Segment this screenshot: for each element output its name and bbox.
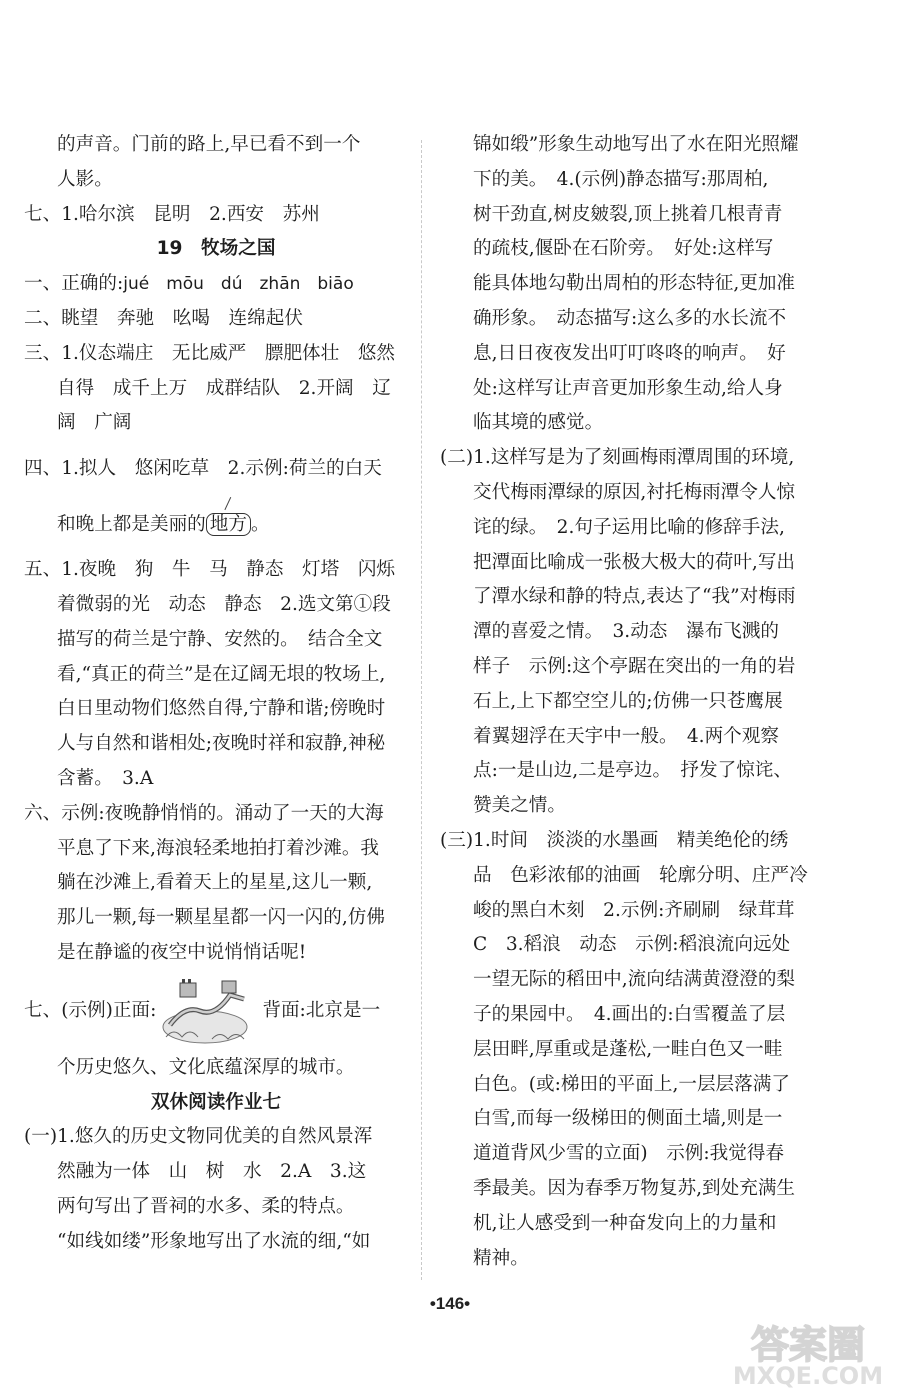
answer-line: 赞美之情。 [473,795,566,817]
column-divider [421,140,422,1280]
answer-line: 的疏枝,偃卧在石阶旁。 好处:这样写 [473,238,774,260]
pen-mark-icon [224,497,237,513]
answer-line: 样子 示例:这个亭踞在突出的一角的岩 [473,655,796,677]
circled-word-text: 地方 [209,514,247,536]
answer-line: C 3.稻浪 动态 示例:稻浪流向远处 [473,934,791,956]
answer-text: 和晚上都是美丽的 [57,514,206,536]
left-column [24,128,408,1260]
answer-line: 峻的黑白木刻 2.示例:齐刷刷 绿茸茸 [473,899,795,921]
answer-line: 锦如缎”形象生动地写出了水在阳光照耀 [473,134,799,155]
answer-line: 那儿一颗,每一颗星星都一闪一闪的,仿佛 [57,907,385,929]
answer-text: 背面:北京是一 [262,999,381,1021]
answer-line: 人与自然和谐相处;夜晚时祥和寂静,神秘 [57,733,386,755]
answer-text: 七、(示例)正面: [24,999,157,1021]
answer-line: 然融为一体 山 树 水 2.A 3.这 [57,1161,367,1183]
answer-line: 两句写出了晋祠的水多、柔的特点。 [57,1195,355,1217]
answer-line: 处:这样写让声音更加形象生动,给人身 [473,377,783,399]
site-watermark-logo [716,1318,898,1388]
answer-line: 道道背风少雪的立面) 示例:我觉得春 [473,1143,785,1165]
answer-line: 个历史悠久、文化底蕴深厚的城市。 [57,1056,355,1078]
answer-line: 把潭面比喻成一张极大极大的荷叶,写出 [473,551,796,573]
answer-line: 躺在沙滩上,看着天上的星星,这儿一颗, [57,872,373,894]
answer-line: 树干劲直,树皮皴裂,顶上挑着几根青青 [473,203,783,225]
answer-line: 能具体地勾勒出周柏的形态特征,更加准 [473,273,796,295]
answer-line [24,497,408,553]
answer-line: 层田畔,厚重或是蓬松,一畦白色又一畦 [473,1038,783,1060]
answer-line: 是在静谧的夜空中说悄悄话呢! [57,941,307,963]
answer-line [24,971,408,1051]
answer-line: 平息了下来,海浪轻柔地拍打着沙滩。我 [57,837,380,859]
answer-line: 品 色彩浓郁的油画 轮廓分明、庄严冷 [473,864,808,886]
answer-line: 四、1.拟人 悠闲吃草 2.示例:荷兰的白天 [24,458,382,480]
answer-line: 阔 广阔 [57,412,132,434]
answer-line: 了潭水绿和静的特点,表达了“我”对梅雨 [473,586,796,608]
watermark-top-text: 答案圈 [750,1323,866,1367]
watermark-bottom-text: MXQE.COM [732,1362,884,1388]
answer-line: 交代梅雨潭绿的原因,衬托梅雨潭令人惊 [473,481,796,503]
answer-line: 点:一是山边,二是亭边。 抒发了惊诧、 [473,760,792,782]
answer-line: 季最美。因为春季万物复苏,到处充满生 [473,1177,796,1199]
circled-word [206,513,251,536]
answer-line: 三、1.仪态端庄 无比威严 膘肥体壮 悠然 [24,342,396,364]
answer-text: 。 [250,514,270,536]
pinyin-answers: jué mōu dú zhān biāo [123,274,354,295]
answer-line [24,267,408,302]
answer-line: 临其境的感觉。 [473,412,604,434]
answer-line: 着翼翅浮在天宇中一般。 4.两个观察 [473,725,779,747]
answer-line: 看,“真正的荷兰”是在辽阔无垠的牧场上, [57,663,386,685]
answer-line: 的声音。门前的路上,早已看不到一个 [57,134,361,155]
answer-line: 二、眺望 奔驰 吆喝 连绵起伏 [24,307,303,329]
answer-label: 一、正确的: [24,273,124,295]
answer-line: 诧的绿。 2.句子运用比喻的修辞手法, [473,516,785,538]
answer-line: 机,让人感受到一种奋发向上的力量和 [473,1212,777,1234]
answer-line: 六、示例:夜晚静悄悄的。涌动了一天的大海 [24,802,384,824]
section-title-lesson-19: 19 牧场之国 [156,238,276,260]
answer-line: 白雪,而每一级梯田的侧面土墙,则是一 [473,1108,783,1130]
answer-line: 七、1.哈尔滨 昆明 2.西安 苏州 [24,203,320,225]
answer-line: 白色。(或:梯田的平面上,一层层落满了 [473,1073,790,1095]
answer-line: 白日里动物们悠然自得,宁静和谐;傍晚时 [57,698,386,720]
answer-line: 一望无际的稻田中,流向结满黄澄澄的梨 [473,969,796,991]
answer-line: 描写的荷兰是宁静、安然的。 结合全文 [57,628,383,650]
section-title-weekend-reading: 双休阅读作业七 [150,1091,282,1113]
great-wall-illustration [160,975,250,1047]
page-number: •146• [429,1294,471,1313]
answer-line: (一)1.悠久的历史文物同优美的自然风景浑 [24,1126,373,1148]
answer-line: (二)1.这样写是为了刻画梅雨潭周围的环境, [440,447,795,469]
answer-line: 息,日日夜夜发出叮叮咚咚的响声。 好 [473,342,786,364]
answer-line: 确形象。 动态描写:这么多的水长流不 [473,307,787,329]
answer-line: 含蓄。 3.A [57,767,154,789]
answer-line: 下的美。 4.(示例)静态描写:那周柏, [473,168,769,190]
right-column [440,128,832,1276]
answer-line: 五、1.夜晚 狗 牛 马 静态 灯塔 闪烁 [24,559,396,581]
answer-line: “如线如缕”形象地写出了水流的细,“如 [57,1230,371,1252]
answer-line: 石上,上下都空空儿的;仿佛一只苍鹰展 [473,690,783,712]
answer-line: 人影。 [57,168,113,190]
answer-line: 子的果园中。 4.画出的:白雪覆盖了层 [473,1003,786,1025]
answer-line: 精神。 [473,1247,529,1269]
answer-line: (三)1.时间 淡淡的水墨画 精美绝伦的绣 [440,829,789,851]
answer-line: 着微弱的光 动态 静态 2.选文第①段 [57,593,391,615]
answer-line: 潭的喜爱之情。 3.动态 瀑布飞溅的 [473,621,779,643]
answer-line: 自得 成千上万 成群结队 2.开阔 辽 [57,377,391,399]
